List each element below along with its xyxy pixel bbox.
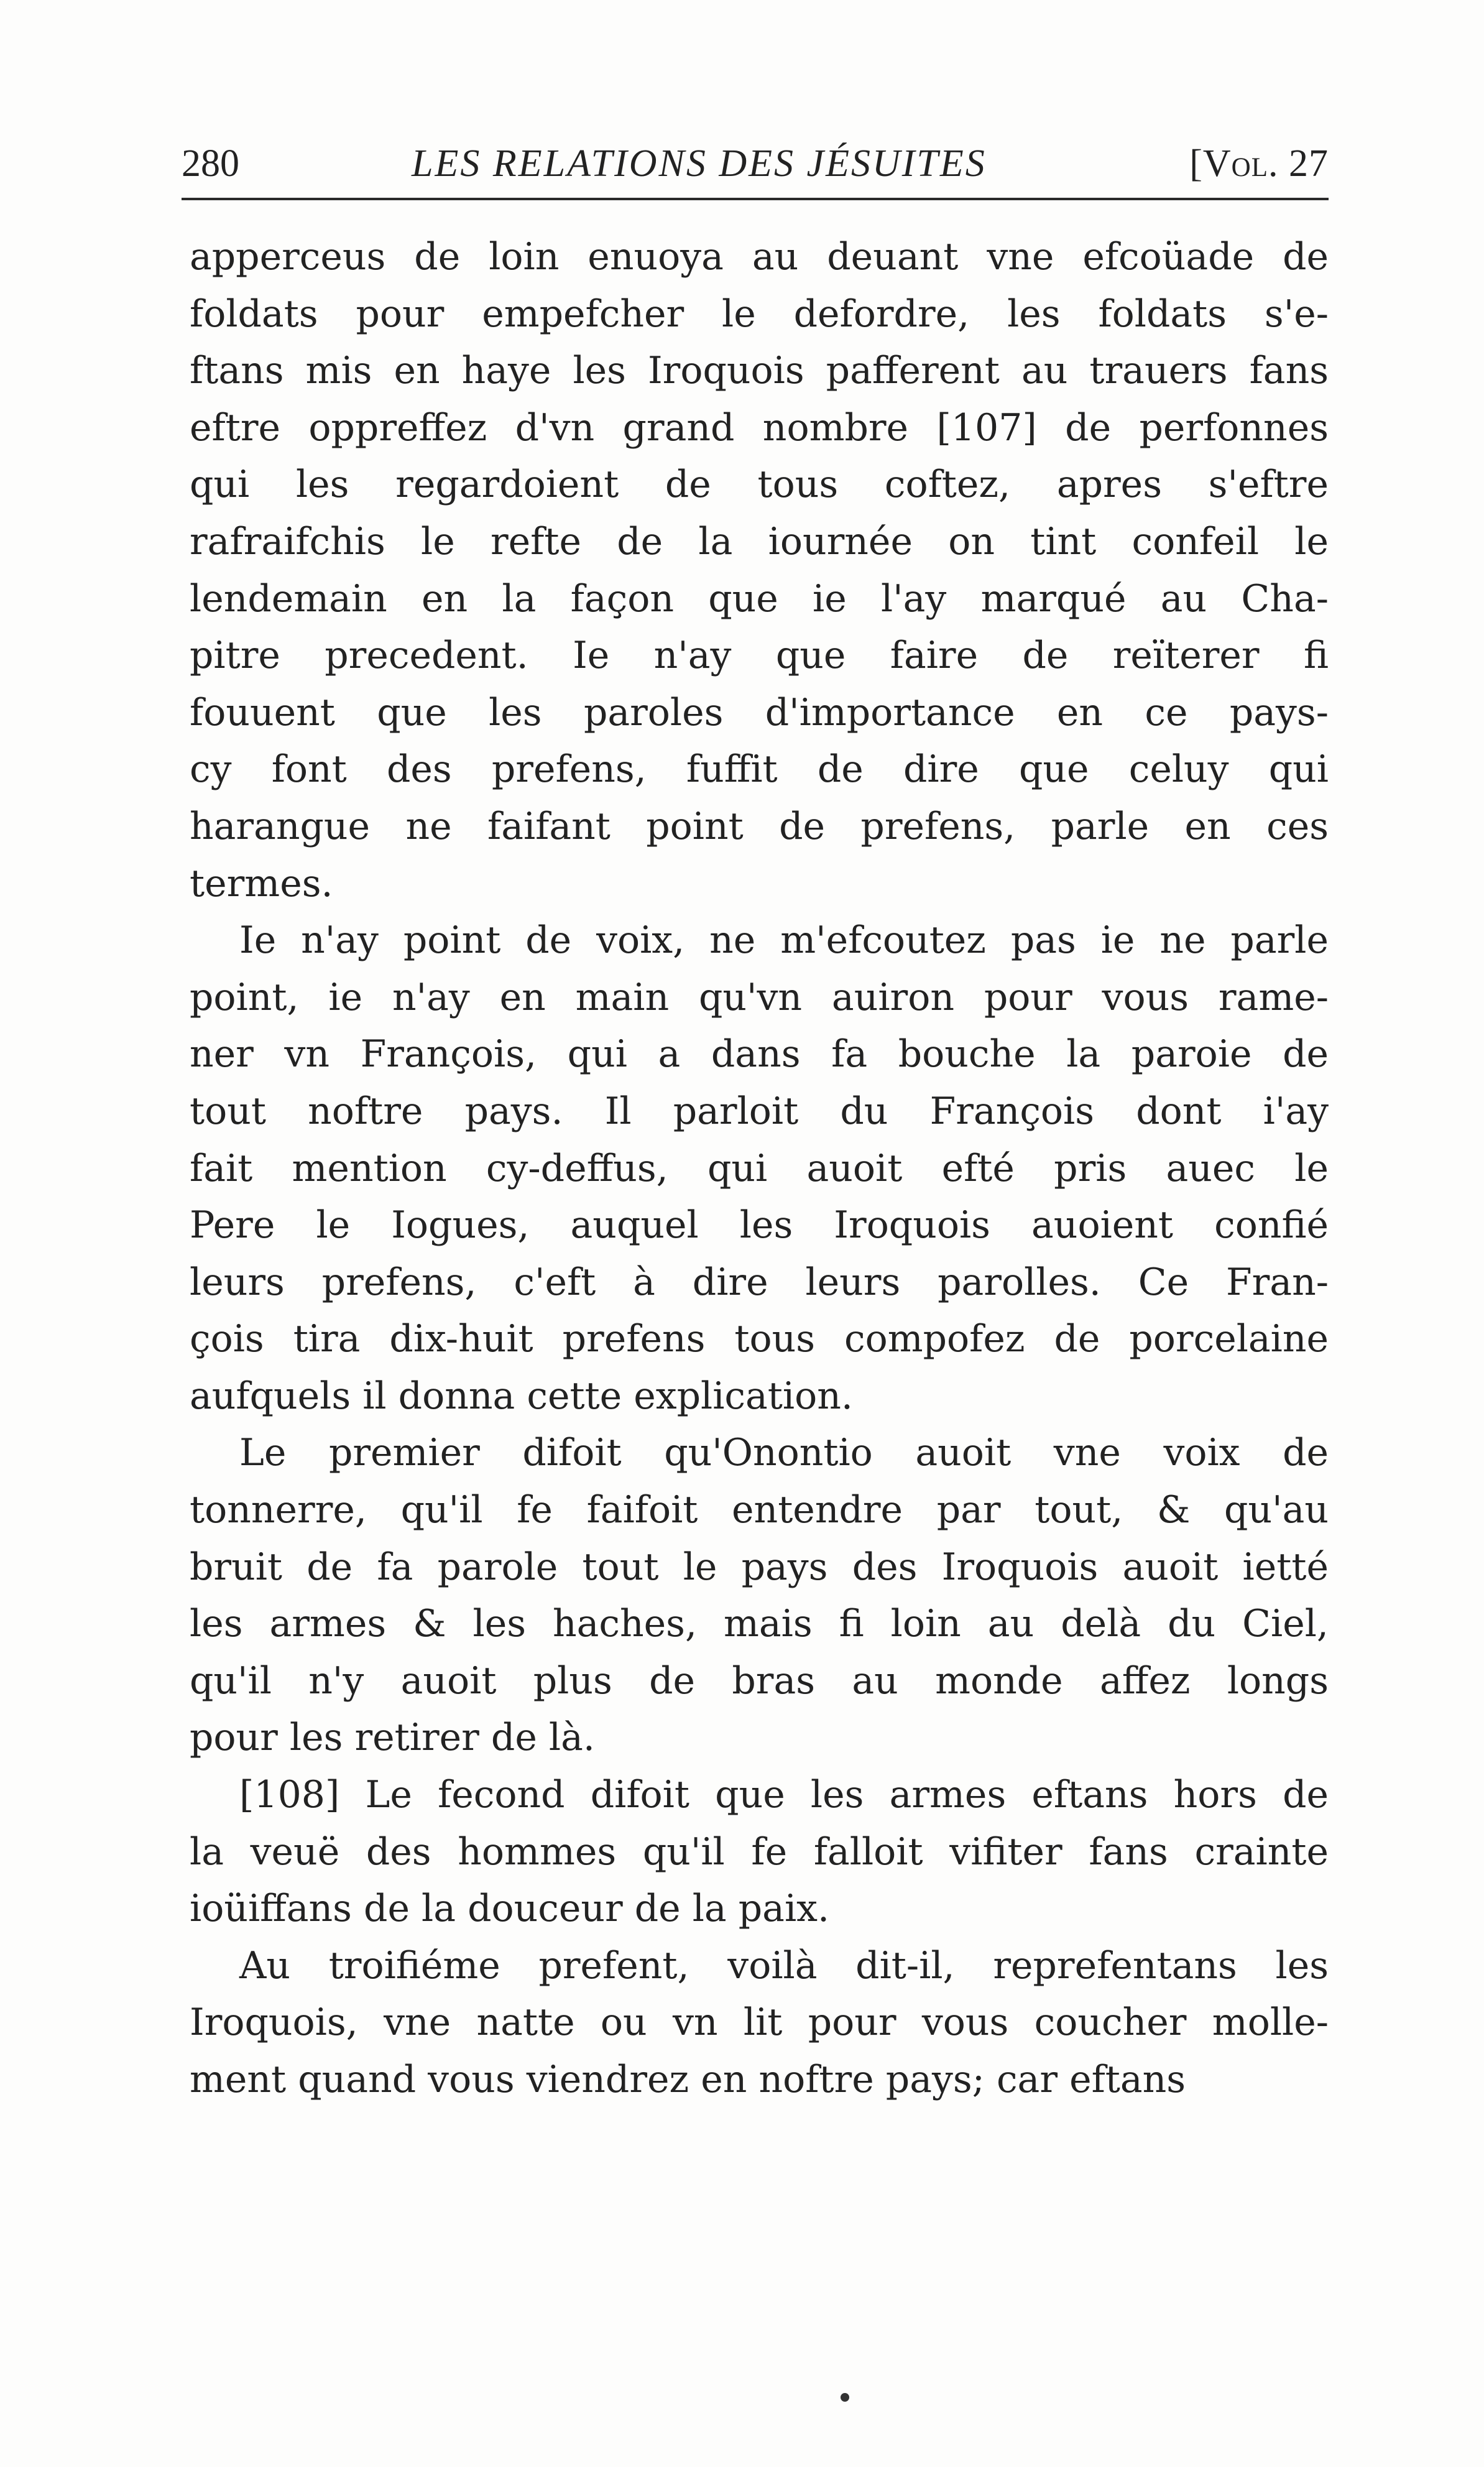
volume-label: [Vol. 27: [1189, 142, 1329, 185]
text-line: qui les regardoient de tous coftez, apres s'eftre: [190, 463, 1329, 507]
text-line: Ie n'ay point de voix, ne m'efcoutez pas ie ne parle: [239, 919, 1329, 963]
paragraph: [190, 1425, 1329, 1767]
page-number: 280: [182, 142, 239, 185]
text-line: harangue ne faifant point de prefens, parle en ces: [190, 804, 1329, 848]
text-line: pitre precedent. Ie n'ay que faire de reïterer fi: [190, 634, 1329, 678]
running-title: LES RELATIONS DES JÉSUITES: [412, 142, 987, 185]
text-line: ioüiffans de la douceur de la paix.: [190, 1887, 830, 1931]
text-line: çois tira dix-huit prefens tous compofez de porcelaine: [190, 1317, 1329, 1361]
text-line: point, ie n'ay en main qu'vn auiron pour vous rame-: [190, 975, 1329, 1019]
text-line: apperceus de loin enuoya au deuant vne efcoüade de: [190, 235, 1329, 279]
text-line: Au troifiéme prefent, voilà dit-il, reprefentans les: [239, 1943, 1329, 1988]
text-line: leurs prefens, c'eft à dire leurs parolles. Ce Fran-: [190, 1260, 1329, 1304]
text-line: pour les retirer de là.: [190, 1716, 595, 1760]
text-line: Pere le Iogues, auquel les Iroquois auoient confié: [190, 1203, 1329, 1247]
text-line: tout noftre pays. Il parloit du François dont i'ay: [190, 1089, 1329, 1133]
text-line: lendemain en la façon que ie l'ay marqué au Cha-: [190, 576, 1329, 621]
text-line: la veuë des hommes qu'il fe falloit vifiter fans crainte: [190, 1830, 1329, 1874]
text-line: rafraifchis le refte de la iournée on tint confeil le: [190, 519, 1329, 563]
text-line: ment quand vous viendrez en noftre pays; car eftans: [190, 2058, 1186, 2101]
text-line: fouuent que les paroles d'importance en ce pays-: [190, 690, 1329, 734]
text-line: fait mention cy-deffus, qui auoit efté pris auec le: [190, 1146, 1329, 1190]
text-line: ner vn François, qui a dans fa bouche la paroie de: [190, 1032, 1329, 1076]
paragraph: [190, 1767, 1329, 1938]
text-line: foldats pour empefcher le defordre, les foldats s'e-: [190, 292, 1329, 336]
text-line: termes.: [190, 861, 333, 905]
body-text: [190, 229, 1329, 2109]
text-line: cy font des prefens, fuffit de dire que celuy qui: [190, 748, 1329, 792]
text-line: qu'il n'y auoit plus de bras au monde affez longs: [190, 1659, 1329, 1703]
text-line: ftans mis en haye les Iroquois pafferent au trauers fans: [190, 349, 1329, 393]
text-line: tonnerre, qu'il fe faifoit entendre par tout, & qu'au: [190, 1488, 1329, 1532]
paragraph: [190, 229, 1329, 912]
footer-dot: [841, 2393, 849, 2402]
text-line: eftre oppreffez d'vn grand nombre [107] de perfonnes: [190, 405, 1329, 450]
running-head: [182, 136, 1329, 192]
header-rule: [182, 198, 1329, 200]
text-line: les armes & les haches, mais fi loin au delà du Ciel,: [190, 1602, 1329, 1646]
text-line: aufquels il donna cette explication.: [190, 1374, 853, 1418]
paragraph: [190, 912, 1329, 1425]
text-line: bruit de fa parole tout le pays des Iroquois auoit ietté: [190, 1545, 1329, 1589]
text-line: Le premier difoit qu'Onontio auoit vne voix de: [239, 1431, 1329, 1475]
text-line: [108] Le fecond difoit que les armes eftans hors de: [239, 1773, 1329, 1817]
text-line: Iroquois, vne natte ou vn lit pour vous coucher molle-: [190, 2001, 1329, 2045]
paragraph: [190, 1938, 1329, 2109]
